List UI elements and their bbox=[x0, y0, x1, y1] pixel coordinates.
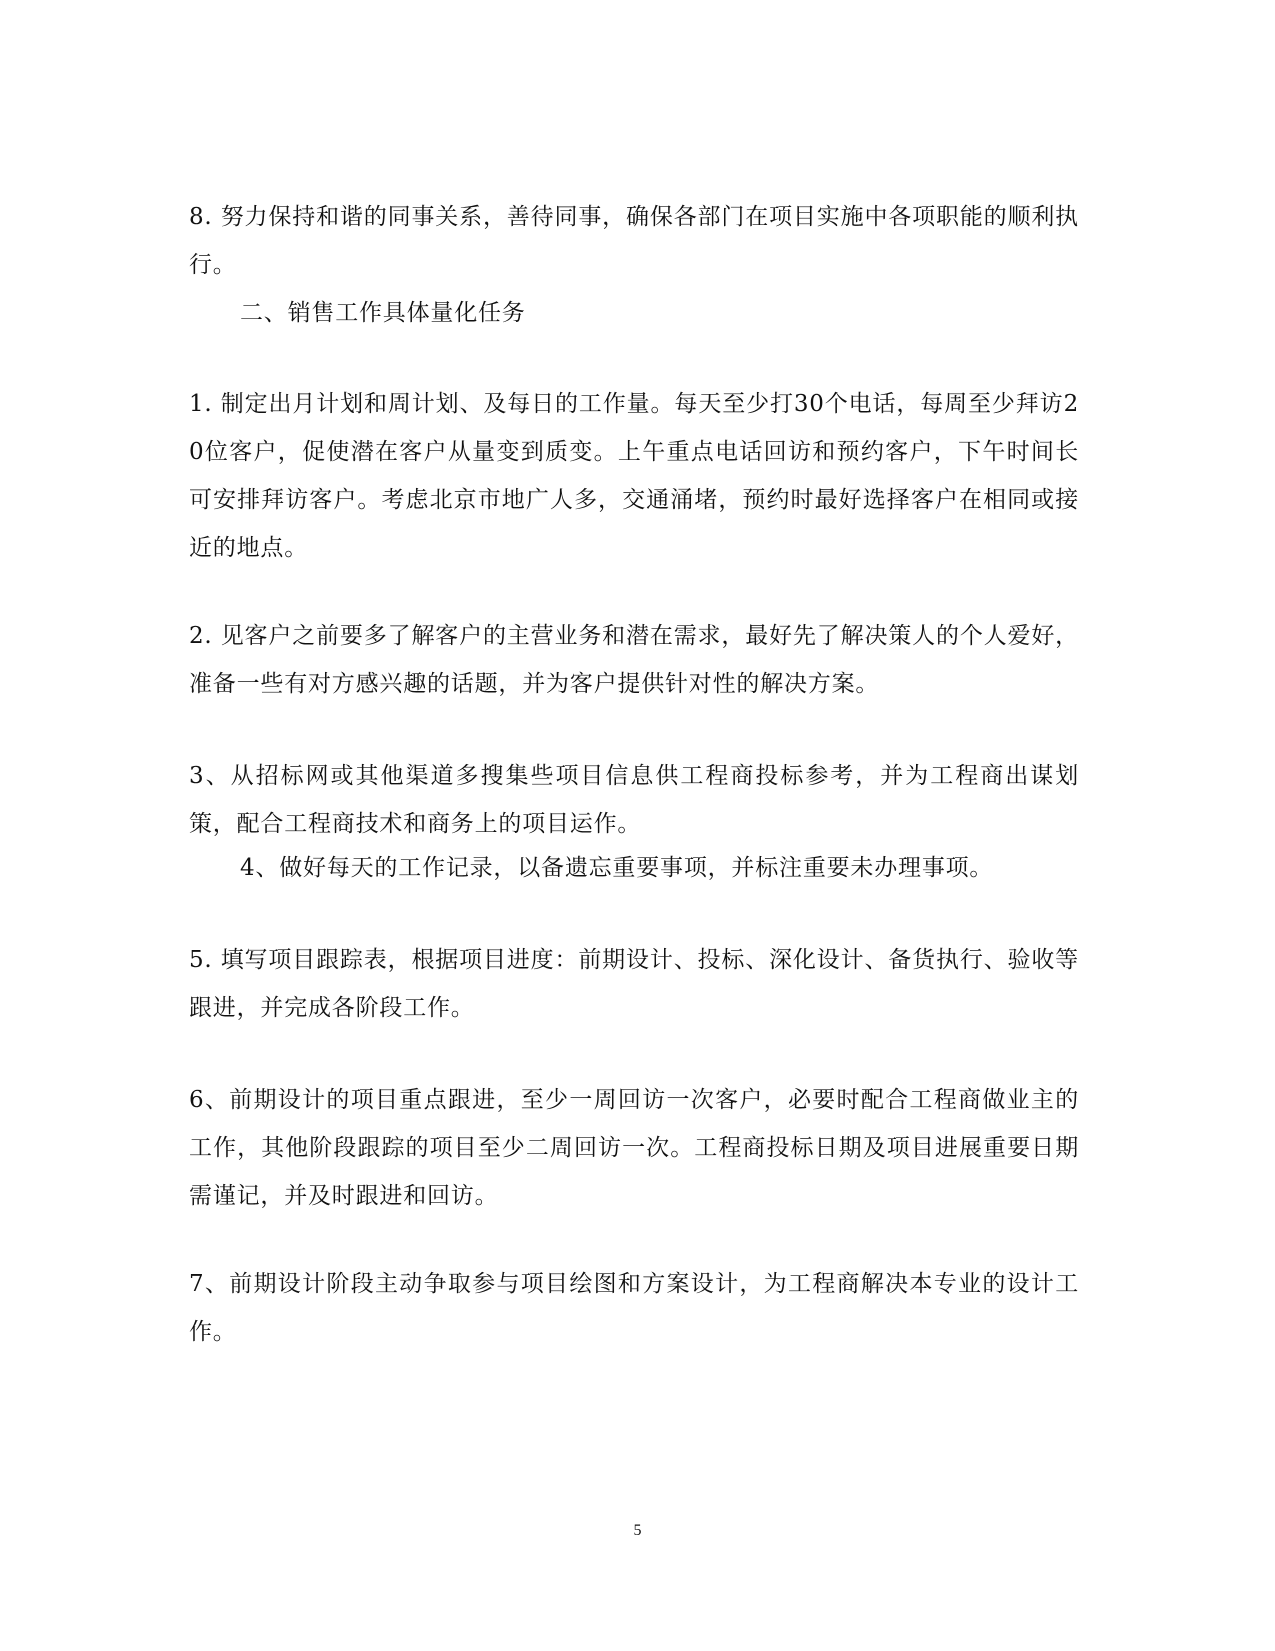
paragraph-item-2: 2. 见客户之前要多了解客户的主营业务和潜在需求，最好先了解决策人的个人爱好，准备一些有对方感兴趣的话题，并为客户提供针对性的解决方案。 bbox=[189, 623, 1079, 697]
paragraph-item-4: 4、做好每天的工作记录，以备遗忘重要事项，并标注重要未办理事项。 bbox=[240, 855, 994, 881]
paragraph-item-8: 8. 努力保持和谐的同事关系，善待同事，确保各部门在项目实施中各项职能的顺利执行。 bbox=[189, 204, 1079, 278]
section-heading: 二、销售工作具体量化任务 bbox=[240, 300, 526, 326]
paragraph-item-6: 6、前期设计的项目重点跟进，至少一周回访一次客户，必要时配合工程商做业主的工作，其他阶段跟踪的项目至少二周回访一次。工程商投标日期及项目进展重要日期需谨记，并及时跟进和回访。 bbox=[189, 1087, 1079, 1209]
paragraph-item-7: 7、前期设计阶段主动争取参与项目绘图和方案设计，为工程商解决本专业的设计工作。 bbox=[189, 1271, 1079, 1345]
paragraph-item-3: 3、从招标网或其他渠道多搜集些项目信息供工程商投标参考，并为工程商出谋划策，配合工程商技术和商务上的项目运作。 bbox=[189, 763, 1079, 837]
paragraph-item-1: 1. 制定出月计划和周计划、及每日的工作量。每天至少打30个电话，每周至少拜访20位客户，促使潜在客户从量变到质变。上午重点电话回访和预约客户，下午时间长可安排拜访客户。考虑北京市地广人多，交通涌堵，预约时最好选择客户在相同或接近的地点。 bbox=[189, 391, 1079, 561]
page-number: 5 bbox=[633, 1522, 642, 1539]
paragraph-item-5: 5. 填写项目跟踪表，根据项目进度：前期设计、投标、深化设计、备货执行、验收等跟进，并完成各阶段工作。 bbox=[189, 947, 1079, 1021]
